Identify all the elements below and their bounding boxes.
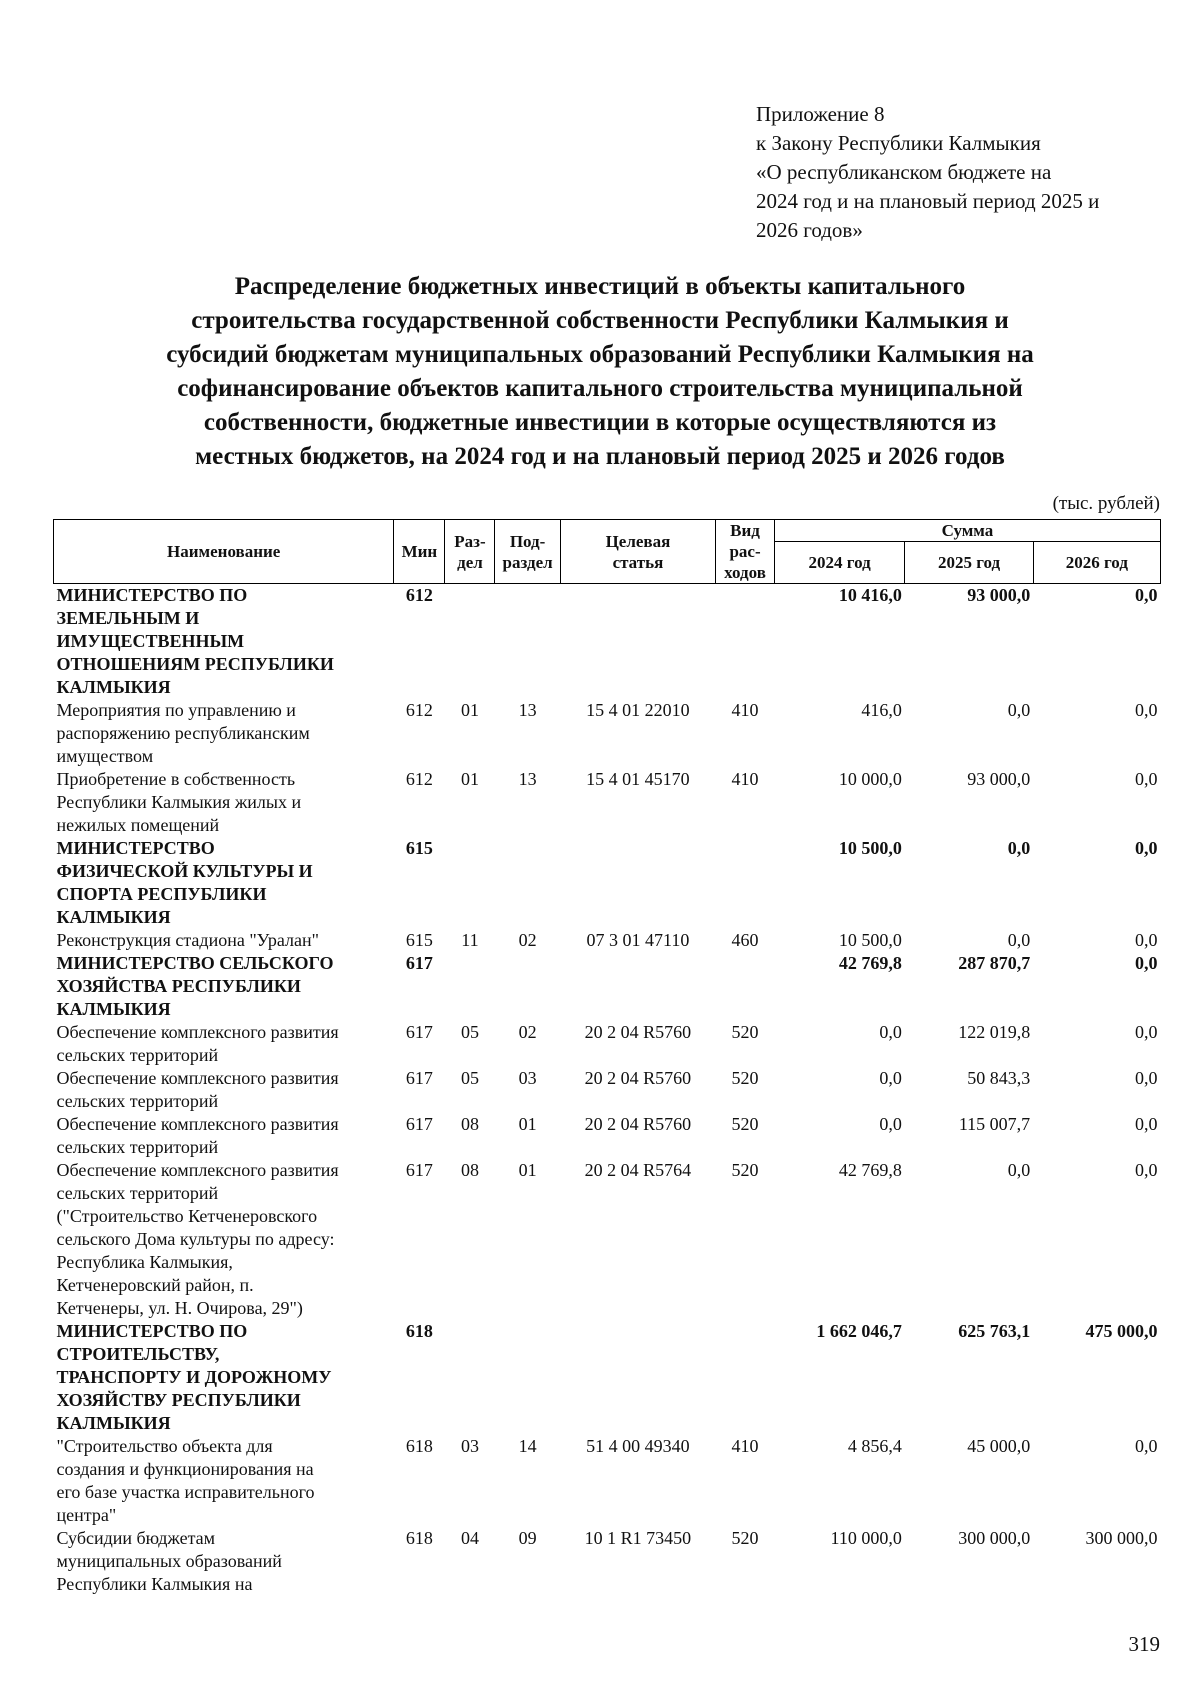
cell-podrazdel: 14 xyxy=(518,1436,537,1456)
header-min: Мин xyxy=(394,520,445,584)
cell-vid: 460 xyxy=(731,930,759,950)
cell-min: 612 xyxy=(405,700,433,720)
appendix-line: 2024 год и на плановый период 2025 и xyxy=(756,189,1100,213)
appendix-line: Приложение 8 xyxy=(756,102,885,126)
title-line: строительства государственной собственности Республики Калмыкия и xyxy=(191,307,1009,334)
cell-podrazdel xyxy=(495,1320,560,1435)
cell-target: 20 2 04 R5764 xyxy=(584,1160,692,1180)
cell-podrazdel xyxy=(495,837,560,929)
row-name-line: КАЛМЫКИЯ xyxy=(56,999,171,1019)
cell-vid: 520 xyxy=(731,1114,759,1134)
row-name-line: ОТНОШЕНИЯМ РЕСПУБЛИКИ xyxy=(56,654,334,674)
header-row xyxy=(54,520,1161,542)
cell-y2025: 0,0 xyxy=(1007,700,1031,720)
cell-razdel: 05 xyxy=(460,1068,479,1088)
cell-target xyxy=(560,1320,715,1435)
cell-target: 51 4 00 49340 xyxy=(586,1436,690,1456)
cell-min: 615 xyxy=(405,838,433,858)
row-name-line: Республики Калмыкия жилых и xyxy=(56,792,302,812)
cell-razdel: 08 xyxy=(460,1160,479,1180)
cell-vid xyxy=(716,1320,775,1435)
cell-min: 617 xyxy=(405,1068,433,1088)
table-row xyxy=(54,1067,1161,1113)
row-name-line: Мероприятия по управлению и xyxy=(56,700,296,720)
cell-y2025: 50 843,3 xyxy=(967,1068,1031,1088)
units-label: (тыс. рублей) xyxy=(1052,493,1160,514)
cell-y2024: 10 000,0 xyxy=(838,769,902,789)
row-name-line: сельских территорий xyxy=(56,1137,219,1157)
cell-y2025: 287 870,7 xyxy=(958,953,1031,973)
cell-y2025: 0,0 xyxy=(1007,838,1031,858)
row-name-line: имуществом xyxy=(56,746,154,766)
table-row xyxy=(54,1113,1161,1159)
cell-target xyxy=(560,584,715,700)
header-podrazdel: Под- раздел xyxy=(495,520,560,584)
row-name-line: МИНИСТЕРСТВО СЕЛЬСКОГО xyxy=(56,953,334,973)
cell-y2024: 0,0 xyxy=(879,1114,902,1134)
cell-y2026: 0,0 xyxy=(1135,700,1158,720)
row-name-line: Республика Калмыкия, xyxy=(56,1252,233,1272)
cell-y2024: 10 416,0 xyxy=(838,585,902,605)
cell-razdel: 01 xyxy=(460,700,479,720)
cell-min: 618 xyxy=(405,1528,433,1548)
header-2026: 2026 год xyxy=(1033,542,1160,584)
cell-target: 20 2 04 R5760 xyxy=(584,1022,692,1042)
row-name-line: "Строительство объекта для xyxy=(56,1436,273,1456)
row-name-line: сельских территорий xyxy=(56,1091,219,1111)
cell-min: 615 xyxy=(405,930,433,950)
table-row xyxy=(54,952,1161,1021)
table-row xyxy=(54,768,1161,837)
header-name: Наименование xyxy=(54,520,394,584)
cell-y2024: 4 856,4 xyxy=(847,1436,902,1456)
cell-vid xyxy=(716,837,775,929)
cell-razdel xyxy=(445,952,495,1021)
cell-vid: 520 xyxy=(731,1160,759,1180)
cell-razdel xyxy=(445,1320,495,1435)
row-name-line: ЗЕМЕЛЬНЫМ И xyxy=(56,608,200,628)
cell-y2026: 0,0 xyxy=(1135,953,1158,973)
cell-y2026: 0,0 xyxy=(1135,1068,1158,1088)
row-name xyxy=(54,699,394,768)
row-name xyxy=(54,768,394,837)
row-name-line: ИМУЩЕСТВЕННЫМ xyxy=(56,631,245,651)
cell-min: 617 xyxy=(405,1160,433,1180)
cell-y2025: 93 000,0 xyxy=(967,585,1031,605)
row-name-line: сельского Дома культуры по адресу: xyxy=(56,1229,335,1249)
table-row xyxy=(54,699,1161,768)
header-2025: 2025 год xyxy=(905,542,1033,584)
appendix-line: 2026 годов» xyxy=(756,218,863,242)
header-razdel: Раз- дел xyxy=(445,520,495,584)
cell-podrazdel: 01 xyxy=(518,1114,537,1134)
row-name-line: Обеспечение комплексного развития xyxy=(56,1022,339,1042)
cell-y2024: 42 769,8 xyxy=(838,953,902,973)
row-name-line: Обеспечение комплексного развития xyxy=(56,1114,339,1134)
row-name-line: Обеспечение комплексного развития xyxy=(56,1068,339,1088)
appendix-block xyxy=(756,100,1176,245)
row-name-line: КАЛМЫКИЯ xyxy=(56,907,171,927)
header-vid: Вид рас- ходов xyxy=(716,520,775,584)
cell-y2026: 0,0 xyxy=(1135,1160,1158,1180)
row-name-line: ("Строительство Кетченеровского xyxy=(56,1206,318,1226)
cell-target: 15 4 01 45170 xyxy=(586,769,690,789)
cell-y2024: 1 662 046,7 xyxy=(816,1321,902,1341)
cell-min: 612 xyxy=(405,769,433,789)
row-name-line: Кетченеровский район, п. xyxy=(56,1275,254,1295)
title-line: софинансирование объектов капитального строительства муниципальной xyxy=(177,375,1023,402)
row-name-line: Субсидии бюджетам xyxy=(56,1528,216,1548)
row-name-line: МИНИСТЕРСТВО xyxy=(56,838,215,858)
cell-podrazdel: 09 xyxy=(518,1528,537,1548)
row-name-line: ХОЗЯЙСТВУ РЕСПУБЛИКИ xyxy=(56,1390,301,1410)
cell-y2026: 475 000,0 xyxy=(1085,1321,1158,1341)
cell-vid: 520 xyxy=(731,1022,759,1042)
cell-y2025: 300 000,0 xyxy=(958,1528,1031,1548)
appendix-line: к Закону Республики Калмыкия xyxy=(756,131,1041,155)
table-row xyxy=(54,1320,1161,1435)
cell-y2026: 0,0 xyxy=(1135,585,1158,605)
table-row xyxy=(54,584,1161,700)
row-name-line: Кетченеры, ул. Н. Очирова, 29") xyxy=(56,1298,303,1318)
cell-target: 20 2 04 R5760 xyxy=(584,1068,692,1088)
table-row xyxy=(54,1435,1161,1527)
document-title xyxy=(40,270,1160,474)
cell-target xyxy=(560,952,715,1021)
cell-razdel: 05 xyxy=(460,1022,479,1042)
row-name-line: Реконструкция стадиона "Уралан" xyxy=(56,930,319,950)
row-name-line: Республики Калмыкия на xyxy=(56,1574,253,1594)
row-name xyxy=(54,1320,394,1435)
title-line: Распределение бюджетных инвестиций в объекты капитального xyxy=(234,273,966,300)
row-name-line: ФИЗИЧЕСКОЙ КУЛЬТУРЫ И xyxy=(56,861,313,881)
cell-y2025: 625 763,1 xyxy=(958,1321,1031,1341)
budget-table xyxy=(53,519,1161,1596)
header-target: Целевая статья xyxy=(560,520,715,584)
cell-min: 617 xyxy=(405,1114,433,1134)
row-name xyxy=(54,1113,394,1159)
cell-razdel: 01 xyxy=(460,769,479,789)
row-name-line: его базе участка исправительного xyxy=(56,1482,315,1502)
title-line: местных бюджетов, на 2024 год и на плановый период 2025 и 2026 годов xyxy=(195,443,1005,470)
cell-y2024: 42 769,8 xyxy=(838,1160,902,1180)
cell-podrazdel xyxy=(495,584,560,700)
row-name-line: сельских территорий xyxy=(56,1183,219,1203)
header-2024: 2024 год xyxy=(774,542,904,584)
row-name-line: СТРОИТЕЛЬСТВУ, xyxy=(56,1344,220,1364)
cell-vid: 520 xyxy=(731,1068,759,1088)
table-row xyxy=(54,1021,1161,1067)
row-name-line: Обеспечение комплексного развития xyxy=(56,1160,339,1180)
row-name-line: Приобретение в собственность xyxy=(56,769,296,789)
cell-podrazdel: 01 xyxy=(518,1160,537,1180)
cell-razdel xyxy=(445,837,495,929)
row-name-line: сельских территорий xyxy=(56,1045,219,1065)
cell-min: 618 xyxy=(405,1436,433,1456)
row-name-line: ХОЗЯЙСТВА РЕСПУБЛИКИ xyxy=(56,976,301,996)
cell-min: 617 xyxy=(405,1022,433,1042)
cell-y2024: 10 500,0 xyxy=(838,930,902,950)
cell-y2025: 93 000,0 xyxy=(967,769,1031,789)
table-row xyxy=(54,1527,1161,1596)
row-name-line: распоряжению республиканским xyxy=(56,723,310,743)
title-line: собственности, бюджетные инвестиции в которые осуществляются из xyxy=(203,409,997,436)
table-body xyxy=(54,584,1161,1597)
row-name-line: создания и функционирования на xyxy=(56,1459,314,1479)
row-name xyxy=(54,1021,394,1067)
cell-razdel xyxy=(445,584,495,700)
cell-vid: 410 xyxy=(731,769,759,789)
cell-vid: 410 xyxy=(731,1436,759,1456)
cell-y2025: 45 000,0 xyxy=(967,1436,1031,1456)
row-name xyxy=(54,837,394,929)
table-row xyxy=(54,929,1161,952)
row-name xyxy=(54,1527,394,1596)
row-name xyxy=(54,1067,394,1113)
cell-y2026: 0,0 xyxy=(1135,838,1158,858)
table-row xyxy=(54,1159,1161,1320)
cell-vid xyxy=(716,952,775,1021)
cell-target: 07 3 01 47110 xyxy=(586,930,690,950)
cell-target: 20 2 04 R5760 xyxy=(584,1114,692,1134)
cell-podrazdel xyxy=(495,952,560,1021)
cell-y2025: 0,0 xyxy=(1007,1160,1031,1180)
row-name xyxy=(54,929,394,952)
row-name xyxy=(54,1159,394,1320)
cell-min: 618 xyxy=(405,1321,433,1341)
cell-y2024: 0,0 xyxy=(879,1022,902,1042)
cell-podrazdel: 13 xyxy=(518,700,537,720)
cell-y2024: 0,0 xyxy=(879,1068,902,1088)
cell-y2024: 416,0 xyxy=(861,700,902,720)
page-number: 319 xyxy=(1128,1632,1160,1656)
cell-min: 612 xyxy=(405,585,433,605)
cell-podrazdel: 02 xyxy=(518,930,537,950)
cell-y2024: 10 500,0 xyxy=(838,838,902,858)
cell-razdel: 11 xyxy=(461,930,479,950)
cell-vid: 410 xyxy=(731,700,759,720)
row-name-line: КАЛМЫКИЯ xyxy=(56,1413,171,1433)
row-name xyxy=(54,1435,394,1527)
cell-target: 10 1 R1 73450 xyxy=(584,1528,692,1548)
row-name-line: муниципальных образований xyxy=(56,1551,282,1571)
cell-y2026: 0,0 xyxy=(1135,1022,1158,1042)
cell-podrazdel: 13 xyxy=(518,769,537,789)
row-name xyxy=(54,584,394,700)
cell-y2025: 0,0 xyxy=(1007,930,1031,950)
title-line: субсидий бюджетам муниципальных образований Республики Калмыкия на xyxy=(166,341,1034,368)
cell-y2026: 300 000,0 xyxy=(1085,1528,1158,1548)
cell-y2026: 0,0 xyxy=(1135,930,1158,950)
cell-target xyxy=(560,837,715,929)
appendix-line: «О республиканском бюджете на xyxy=(756,160,1052,184)
cell-min: 617 xyxy=(405,953,433,973)
cell-y2025: 115 007,7 xyxy=(958,1114,1031,1134)
row-name xyxy=(54,952,394,1021)
cell-y2026: 0,0 xyxy=(1135,1436,1158,1456)
header-sum: Сумма xyxy=(774,520,1160,542)
cell-razdel: 03 xyxy=(460,1436,479,1456)
cell-vid xyxy=(716,584,775,700)
cell-razdel: 08 xyxy=(460,1114,479,1134)
cell-vid: 520 xyxy=(731,1528,759,1548)
cell-razdel: 04 xyxy=(460,1528,479,1548)
row-name-line: МИНИСТЕРСТВО ПО xyxy=(56,585,248,605)
row-name-line: СПОРТА РЕСПУБЛИКИ xyxy=(56,884,267,904)
table-row xyxy=(54,837,1161,929)
cell-y2024: 110 000,0 xyxy=(830,1528,902,1548)
cell-podrazdel: 03 xyxy=(518,1068,537,1088)
cell-y2026: 0,0 xyxy=(1135,1114,1158,1134)
row-name-line: нежилых помещений xyxy=(56,815,220,835)
row-name-line: КАЛМЫКИЯ xyxy=(56,677,171,697)
cell-podrazdel: 02 xyxy=(518,1022,537,1042)
cell-y2026: 0,0 xyxy=(1135,769,1158,789)
cell-y2025: 122 019,8 xyxy=(958,1022,1031,1042)
row-name-line: центра" xyxy=(56,1505,117,1525)
row-name-line: ТРАНСПОРТУ И ДОРОЖНОМУ xyxy=(56,1367,332,1387)
cell-target: 15 4 01 22010 xyxy=(586,700,690,720)
row-name-line: МИНИСТЕРСТВО ПО xyxy=(56,1321,248,1341)
